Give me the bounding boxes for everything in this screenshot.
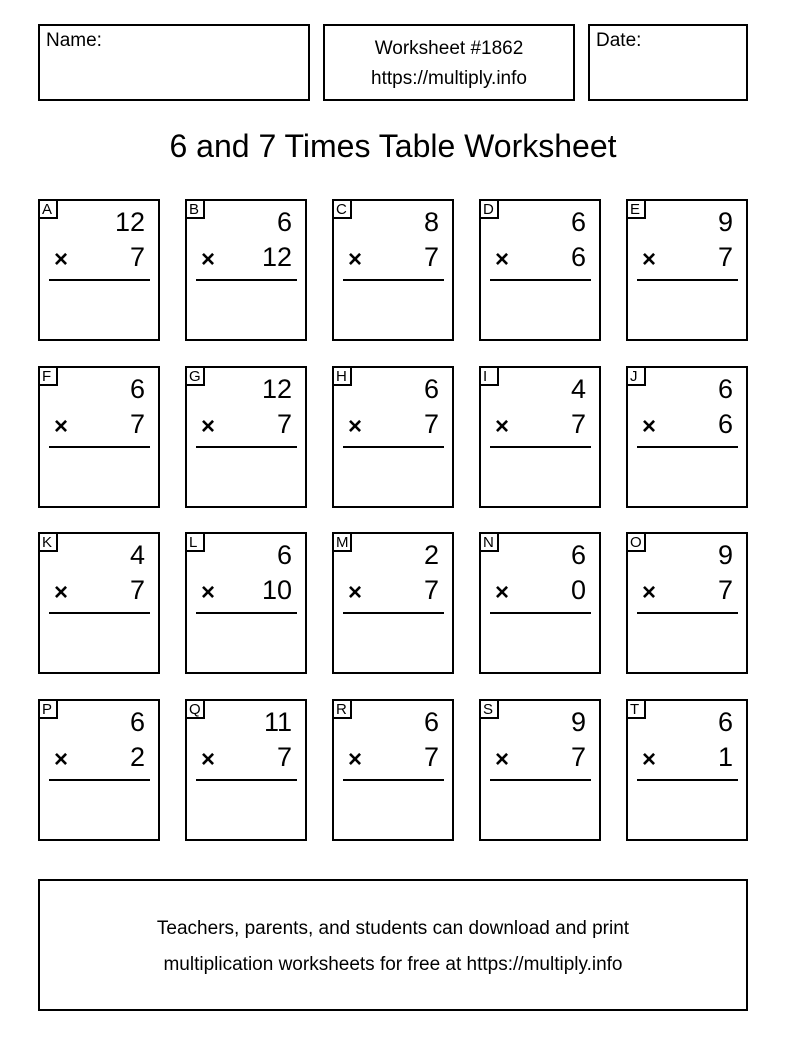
multiply-icon: × [201, 246, 216, 273]
multiplicand: 9 [717, 540, 733, 570]
multiply-icon: × [642, 745, 657, 773]
multiplicand: 6 [129, 373, 145, 404]
multiplier: 7 [129, 242, 145, 272]
problem-p[interactable] [38, 699, 160, 841]
answer-line [490, 279, 591, 281]
problem-label: N [479, 532, 499, 552]
problem-label: J [626, 366, 646, 386]
problem-s[interactable] [479, 699, 601, 841]
multiply-icon: × [348, 579, 363, 606]
problem-label: F [38, 366, 58, 386]
problem-label: B [185, 199, 205, 219]
problem-label: D [479, 199, 499, 219]
multiplier: 7 [717, 575, 733, 605]
problem-label: K [38, 532, 58, 552]
problem-label: P [38, 699, 58, 719]
multiplier: 10 [261, 575, 292, 605]
problem-e[interactable] [626, 199, 748, 341]
multiplier: 7 [129, 408, 145, 439]
answer-line [637, 279, 738, 281]
footer-box [38, 879, 748, 1011]
problem-l[interactable] [185, 532, 307, 674]
multiplier: 7 [717, 242, 733, 272]
multiply-icon: × [201, 412, 216, 440]
multiply-icon: × [54, 579, 69, 606]
problem-label: Q [185, 699, 205, 719]
problem-label: A [38, 199, 58, 219]
worksheet-url: https://multiply.info [371, 68, 527, 89]
answer-line [49, 612, 150, 614]
answer-line [49, 779, 150, 781]
problem-q[interactable] [185, 699, 307, 841]
worksheet-number: Worksheet #1862 [374, 38, 524, 59]
answer-line [49, 279, 150, 281]
multiplier: 7 [276, 408, 292, 439]
answer-line [196, 279, 297, 281]
date-field[interactable] [588, 24, 748, 101]
multiply-icon: × [348, 412, 363, 440]
problem-a[interactable] [38, 199, 160, 341]
problem-label: T [626, 699, 646, 719]
multiplicand: 6 [570, 540, 586, 570]
problem-h[interactable] [332, 366, 454, 508]
worksheet-info-box [323, 24, 575, 101]
answer-line [637, 446, 738, 448]
multiplier: 6 [717, 408, 733, 439]
answer-line [490, 612, 591, 614]
name-field[interactable] [38, 24, 310, 101]
problem-r[interactable] [332, 699, 454, 841]
footer-line-1: Teachers, parents, and students can download and print [156, 918, 630, 939]
multiplier: 1 [717, 741, 733, 772]
multiplicand: 6 [276, 540, 292, 570]
problem-k[interactable] [38, 532, 160, 674]
multiplicand: 9 [717, 207, 733, 237]
multiply-icon: × [54, 246, 69, 273]
problem-d[interactable] [479, 199, 601, 341]
multiplier: 7 [570, 408, 586, 439]
problem-m[interactable] [332, 532, 454, 674]
multiplicand: 6 [423, 373, 439, 404]
answer-line [343, 779, 444, 781]
multiplicand: 12 [261, 373, 292, 404]
answer-line [343, 446, 444, 448]
multiplier: 7 [423, 741, 439, 772]
multiply-icon: × [495, 745, 510, 773]
problem-label: I [479, 366, 499, 386]
multiply-icon: × [201, 745, 216, 773]
answer-line [490, 446, 591, 448]
answer-line [196, 446, 297, 448]
page-title: 6 and 7 Times Table Worksheet [169, 128, 617, 164]
problem-c[interactable] [332, 199, 454, 341]
answer-line [49, 446, 150, 448]
date-label: Date: [596, 30, 642, 51]
multiplier: 7 [423, 242, 439, 272]
answer-line [637, 612, 738, 614]
answer-line [637, 779, 738, 781]
multiplicand: 6 [717, 706, 733, 737]
multiplier: 7 [423, 575, 439, 605]
multiply-icon: × [54, 745, 69, 773]
problem-label: L [185, 532, 205, 552]
multiply-icon: × [348, 246, 363, 273]
problem-j[interactable] [626, 366, 748, 508]
name-label: Name: [46, 30, 102, 51]
problem-label: R [332, 699, 352, 719]
problem-label: C [332, 199, 352, 219]
multiply-icon: × [642, 246, 657, 273]
multiplicand: 2 [423, 540, 439, 570]
multiplier: 6 [570, 242, 586, 272]
multiplicand: 6 [423, 706, 439, 737]
multiply-icon: × [642, 579, 657, 606]
problem-label: G [185, 366, 205, 386]
multiplier: 12 [261, 242, 292, 272]
multiplicand: 6 [570, 207, 586, 237]
answer-line [490, 779, 591, 781]
multiply-icon: × [54, 412, 69, 440]
answer-line [196, 612, 297, 614]
answer-line [343, 279, 444, 281]
problem-f[interactable] [38, 366, 160, 508]
multiplier: 7 [129, 575, 145, 605]
multiplicand: 4 [570, 373, 586, 404]
problem-label: H [332, 366, 352, 386]
multiplier: 2 [129, 741, 145, 772]
answer-line [196, 779, 297, 781]
multiplicand: 6 [717, 373, 733, 404]
problem-n[interactable] [479, 532, 601, 674]
multiply-icon: × [495, 579, 510, 606]
multiply-icon: × [642, 412, 657, 440]
multiplicand: 6 [276, 207, 292, 237]
multiplier: 7 [276, 741, 292, 772]
multiplicand: 12 [114, 207, 145, 237]
problem-label: M [332, 532, 352, 552]
multiplier: 7 [570, 741, 586, 772]
multiply-icon: × [348, 745, 363, 773]
problem-b[interactable] [185, 199, 307, 341]
problem-g[interactable] [185, 366, 307, 508]
problem-label: O [626, 532, 646, 552]
problem-label: E [626, 199, 646, 219]
multiplier: 0 [570, 575, 586, 605]
problem-o[interactable] [626, 532, 748, 674]
multiply-icon: × [495, 412, 510, 440]
multiplicand: 8 [423, 207, 439, 237]
multiplicand: 6 [129, 706, 145, 737]
footer-line-2: multiplication worksheets for free at https://multiply.info [163, 954, 623, 975]
multiply-icon: × [201, 579, 216, 606]
multiplicand: 4 [129, 540, 145, 570]
problem-i[interactable] [479, 366, 601, 508]
multiplier: 7 [423, 408, 439, 439]
answer-line [343, 612, 444, 614]
problem-label: S [479, 699, 499, 719]
multiply-icon: × [495, 246, 510, 273]
multiplicand: 9 [570, 706, 586, 737]
problem-t[interactable] [626, 699, 748, 841]
multiplicand: 11 [263, 706, 292, 737]
